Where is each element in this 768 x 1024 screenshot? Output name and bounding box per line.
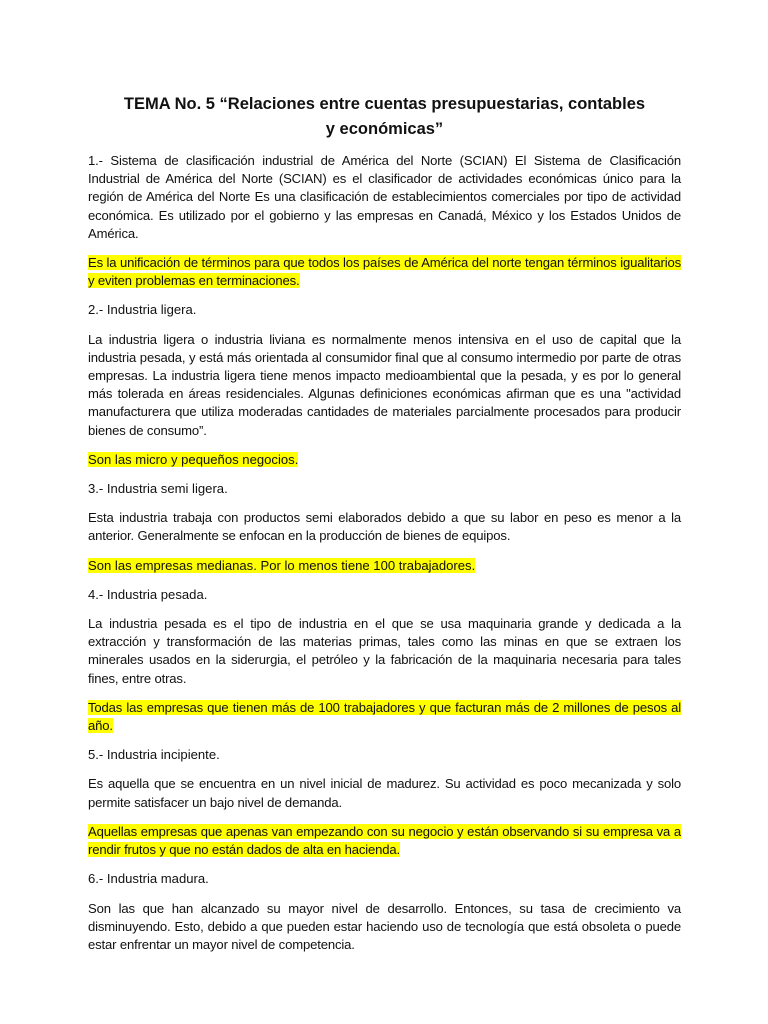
section-1-highlight [88,254,681,290]
section-4-highlight [88,699,681,735]
section-5-highlight [88,823,681,859]
section-6-heading: 6.- Industria madura. [88,871,209,887]
section-1-highlight-text: Es la unificación de términos para que todos los países de América del norte tengan términos igualitarios y eviten problemas en terminaciones. [88,255,681,289]
section-1-body: 1.- Sistema de clasificación industrial de América del Norte (SCIAN) El Sistema de Clasificación Industrial de América del Norte (SCIAN) es el clasificador de actividades económicas único para la región de América del Norte Es una clasificación de establecimientos comerciales por tipo de actividad económica. Es utilizado por el gobierno y las empresas en Canadá, México y los Estados Unidos de América. [88,153,681,241]
section-2-highlight-text: Son las micro y pequeños negocios. [88,451,299,467]
section-4-highlight-text: Todas las empresas que tienen más de 100 trabajadores y que facturan más de 2 millones de pesos al año. [88,699,681,734]
section-5-body: Es aquella que se encuentra en un nivel inicial de madurez. Su actividad es poco mecanizada y solo permite satisfacer un bajo nivel de demanda. [88,776,681,810]
section-4-body: La industria pesada es el tipo de industria en el que se usa maquinaria grande y dedicada a la extracción y transformación de las materias primas, tales como las minas en que se extraen los minerales usados en la siderurgia, el petróleo y la fabricación de la maquinaria necesaria para tales fines, entre otras. [88,616,681,686]
section-3-heading: 3.- Industria semi ligera. [88,481,228,497]
section-3-highlight [88,557,681,575]
section-6-body: Son las que han alcanzado su mayor nivel de desarrollo. Entonces, su tasa de crecimiento va disminuyendo. Esto, debido a que pueden estar haciendo uso de tecnología que está obsoleta o puede estar enfrentar un mayor nivel de competencia. [88,900,681,952]
section-2-highlight [88,451,681,469]
section-4-heading: 4.- Industria pesada. [88,586,208,602]
section-2-heading: 2.- Industria ligera. [88,302,197,318]
section-5-highlight-text: Aquellas empresas que apenas van empezando con su negocio y están observando si su empresa va a rendir frutos y que no están dados de alta en hacienda. [88,823,681,858]
section-5-heading: 5.- Industria incipiente. [88,747,220,763]
section-3-highlight-text: Son las empresas medianas. Por lo menos tiene 100 trabajadores. [88,557,476,573]
section-3-body: Esta industria trabaja con productos semi elaborados debido a que su labor en peso es menor a la anterior. Generalmente se enfocan en la producción de bienes de equipos. [88,510,681,544]
section-2-body: La industria ligera o industria liviana es normalmente menos intensiva en el uso de capital que la industria pesada, y está más orientada al consumidor final que al consumo intermedio por parte de otras empresas. La industria ligera tiene menos impacto medioambiental que la pesada, y es por lo general más tolerada en áreas residenciales. Algunas definiciones económicas afirman que es una "actividad manufacturera que utiliza moderadas cantidades de materiales parcialmente procesados para producir bienes de consumo”. [88,331,681,438]
document-title: TEMA No. 5 “Relaciones entre cuentas presupuestarias, contables y económicas” [123,95,646,138]
